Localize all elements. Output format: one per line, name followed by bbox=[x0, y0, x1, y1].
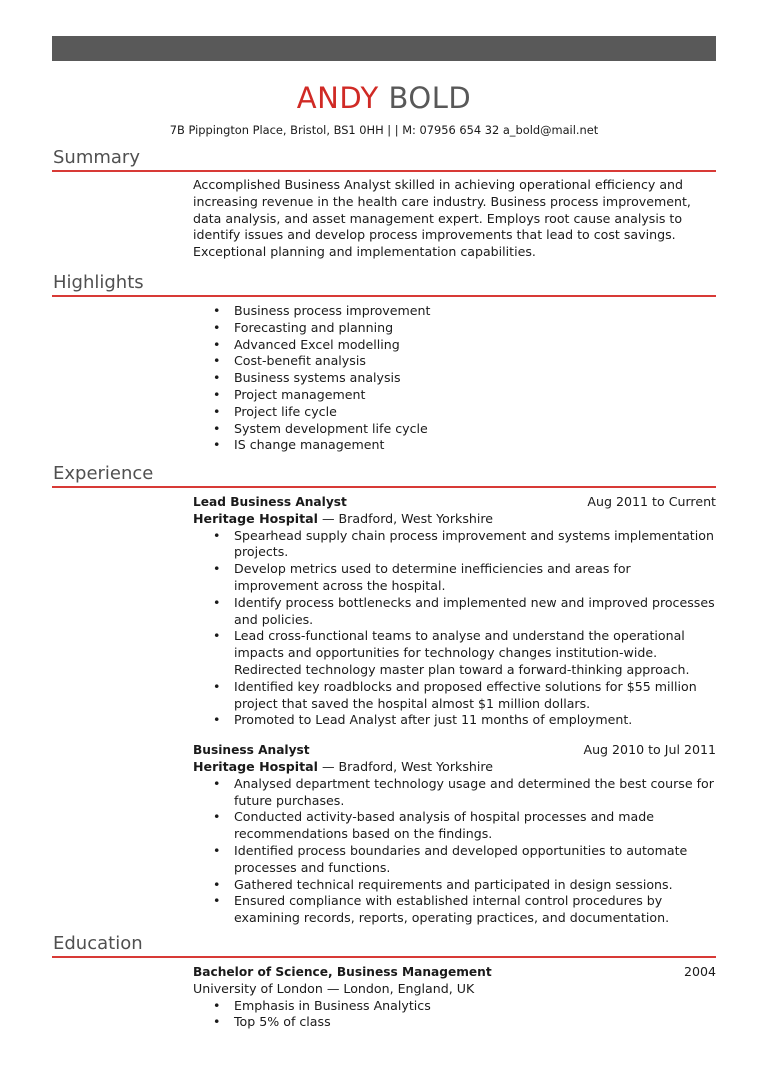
school-line: University of London — London, England, UK bbox=[193, 980, 475, 996]
degree-year: 2004 bbox=[683, 964, 716, 979]
job-title: Business Analyst bbox=[193, 743, 310, 758]
list-item: • System development life cycle bbox=[193, 421, 716, 438]
experience-heading: Experience bbox=[52, 463, 716, 488]
highlights-heading: Highlights bbox=[52, 272, 716, 297]
job-dates: Aug 2010 to Jul 2011 bbox=[583, 742, 716, 758]
list-item: • Forecasting and planning bbox=[193, 320, 716, 337]
job-dates: Aug 2011 to Current bbox=[587, 494, 716, 509]
list-item: • Project management bbox=[193, 387, 716, 404]
list-item: • IS change management bbox=[193, 437, 716, 454]
job-header bbox=[193, 494, 716, 511]
highlights-list bbox=[193, 303, 716, 454]
list-item: • Identified key roadblocks and proposed effective solutions for $55 million project that saved the hospital almost $1 million dollars. bbox=[193, 679, 716, 713]
employer-location: — Bradford, West Yorkshire bbox=[317, 510, 494, 526]
job-employer-line bbox=[193, 759, 716, 776]
summary-text: Accomplished Business Analyst skilled in achieving operational efficiency and increasing revenue in the health care industry. Business process improvement, data analysis, and asset management expert. Employs root cause analysis to identify issues and develop process improvements that lead to cost savings. Exceptional planning and implementation capabilities. bbox=[193, 177, 691, 260]
first-name: ANDY bbox=[296, 81, 379, 115]
list-item: • Cost-benefit analysis bbox=[193, 353, 716, 370]
list-item: • Conducted activity-based analysis of hospital processes and made recommendations based on the findings. bbox=[193, 809, 716, 843]
candidate-name bbox=[52, 80, 716, 116]
summary-heading: Summary bbox=[52, 147, 716, 172]
experience-section bbox=[52, 463, 716, 940]
job-employer-line bbox=[193, 511, 716, 528]
list-item: • Identify process bottlenecks and implemented new and improved processes and policies. bbox=[193, 595, 716, 629]
highlights-section bbox=[52, 272, 716, 454]
list-item: • Spearhead supply chain process improvement and systems implementation projects. bbox=[193, 528, 716, 562]
experience-body bbox=[193, 494, 716, 927]
job-title: Lead Business Analyst bbox=[193, 495, 347, 509]
list-item: • Project life cycle bbox=[193, 404, 716, 421]
employer-name: Heritage Hospital bbox=[193, 758, 318, 774]
job-bullets bbox=[193, 528, 716, 730]
list-item: • Emphasis in Business Analytics bbox=[193, 998, 716, 1015]
job-entry bbox=[193, 742, 716, 927]
list-item: • Gathered technical requirements and participated in design sessions. bbox=[193, 877, 716, 894]
degree-title: Bachelor of Science, Business Management bbox=[193, 965, 492, 979]
list-item: • Analysed department technology usage and determined the best course for future purchases. bbox=[193, 776, 716, 810]
list-item: • Top 5% of class bbox=[193, 1014, 716, 1031]
list-item: • Identified process boundaries and developed opportunities to automate processes and functions. bbox=[193, 843, 716, 877]
job-header bbox=[193, 742, 716, 759]
list-item: • Develop metrics used to determine inefficiencies and areas for improvement across the hospital. bbox=[193, 561, 716, 595]
education-body bbox=[193, 964, 716, 1031]
contact-line: 7B Pippington Place, Bristol, BS1 0HH | | M: 07956 654 32 a_bold@mail.net bbox=[169, 123, 599, 137]
education-section bbox=[52, 933, 716, 1031]
list-item: • Ensured compliance with established internal control procedures by examining records, reports, operating practices, and documentation. bbox=[193, 893, 716, 927]
job-bullets bbox=[193, 776, 716, 927]
list-item: • Advanced Excel modelling bbox=[193, 337, 716, 354]
highlights-body bbox=[193, 303, 716, 454]
degree-row bbox=[193, 964, 716, 981]
employer-location: — Bradford, West Yorkshire bbox=[317, 758, 494, 774]
employer-name: Heritage Hospital bbox=[193, 510, 318, 526]
education-heading: Education bbox=[52, 933, 716, 958]
list-item: • Lead cross-functional teams to analyse and understand the operational impacts and opportunities for technology changes institution-wide. Redirected technology master plan toward a forward-thinking approach. bbox=[193, 628, 716, 678]
job-entry bbox=[193, 494, 716, 729]
last-name: BOLD bbox=[388, 81, 472, 115]
list-item: • Promoted to Lead Analyst after just 11 months of employment. bbox=[193, 712, 716, 729]
list-item: • Business systems analysis bbox=[193, 370, 716, 387]
list-item: • Business process improvement bbox=[193, 303, 716, 320]
header-bar bbox=[52, 36, 716, 61]
summary-section bbox=[52, 147, 716, 261]
education-bullets bbox=[193, 998, 716, 1032]
